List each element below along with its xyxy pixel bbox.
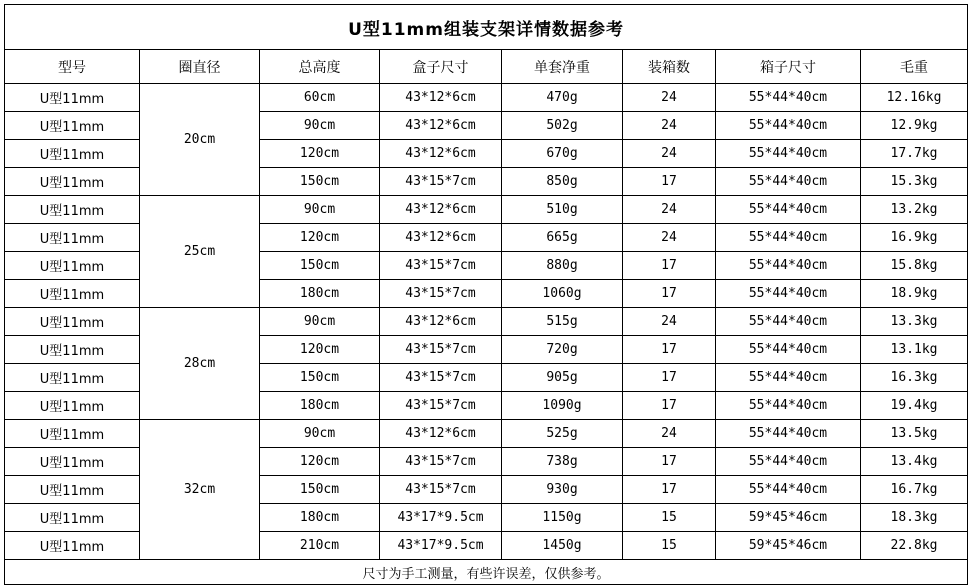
cell-carton-qty: 24 <box>623 420 716 448</box>
cell-carton-qty: 24 <box>623 140 716 168</box>
header-box-size: 盒子尺寸 <box>380 50 502 84</box>
cell-height: 90cm <box>260 196 380 224</box>
cell-model: U型11mm <box>5 84 140 112</box>
cell-carton-size: 55*44*40cm <box>716 224 861 252</box>
cell-box-size: 43*15*7cm <box>380 168 502 196</box>
cell-gross-weight: 13.4kg <box>861 448 968 476</box>
cell-diameter: 20cm <box>140 84 260 196</box>
cell-model: U型11mm <box>5 448 140 476</box>
cell-diameter: 25cm <box>140 196 260 308</box>
cell-net-weight: 510g <box>502 196 623 224</box>
cell-carton-size: 55*44*40cm <box>716 168 861 196</box>
cell-model: U型11mm <box>5 224 140 252</box>
cell-net-weight: 515g <box>502 308 623 336</box>
cell-net-weight: 880g <box>502 252 623 280</box>
cell-box-size: 43*12*6cm <box>380 224 502 252</box>
cell-model: U型11mm <box>5 392 140 420</box>
cell-height: 120cm <box>260 336 380 364</box>
cell-carton-size: 55*44*40cm <box>716 448 861 476</box>
cell-height: 150cm <box>260 364 380 392</box>
header-model: 型号 <box>5 50 140 84</box>
cell-height: 210cm <box>260 532 380 560</box>
cell-box-size: 43*17*9.5cm <box>380 504 502 532</box>
cell-carton-qty: 24 <box>623 308 716 336</box>
cell-box-size: 43*15*7cm <box>380 252 502 280</box>
cell-model: U型11mm <box>5 476 140 504</box>
cell-model: U型11mm <box>5 112 140 140</box>
cell-carton-qty: 17 <box>623 336 716 364</box>
header-gross-weight: 毛重 <box>861 50 968 84</box>
cell-model: U型11mm <box>5 308 140 336</box>
table-row <box>5 84 968 112</box>
cell-net-weight: 905g <box>502 364 623 392</box>
cell-carton-size: 59*45*46cm <box>716 504 861 532</box>
cell-net-weight: 670g <box>502 140 623 168</box>
cell-carton-size: 55*44*40cm <box>716 84 861 112</box>
cell-gross-weight: 17.7kg <box>861 140 968 168</box>
cell-gross-weight: 13.2kg <box>861 196 968 224</box>
cell-box-size: 43*12*6cm <box>380 112 502 140</box>
cell-net-weight: 1450g <box>502 532 623 560</box>
cell-carton-size: 55*44*40cm <box>716 112 861 140</box>
cell-carton-size: 55*44*40cm <box>716 392 861 420</box>
cell-gross-weight: 18.9kg <box>861 280 968 308</box>
cell-box-size: 43*12*6cm <box>380 420 502 448</box>
cell-height: 90cm <box>260 308 380 336</box>
cell-gross-weight: 19.4kg <box>861 392 968 420</box>
cell-carton-size: 55*44*40cm <box>716 308 861 336</box>
cell-height: 60cm <box>260 84 380 112</box>
header-carton-qty: 装箱数 <box>623 50 716 84</box>
cell-box-size: 43*15*7cm <box>380 364 502 392</box>
cell-box-size: 43*15*7cm <box>380 476 502 504</box>
cell-carton-size: 55*44*40cm <box>716 336 861 364</box>
cell-carton-qty: 17 <box>623 476 716 504</box>
cell-height: 90cm <box>260 112 380 140</box>
cell-box-size: 43*12*6cm <box>380 140 502 168</box>
header-height: 总高度 <box>260 50 380 84</box>
cell-model: U型11mm <box>5 196 140 224</box>
cell-gross-weight: 16.7kg <box>861 476 968 504</box>
cell-carton-qty: 17 <box>623 252 716 280</box>
cell-carton-qty: 24 <box>623 84 716 112</box>
cell-carton-size: 55*44*40cm <box>716 476 861 504</box>
cell-height: 150cm <box>260 476 380 504</box>
cell-gross-weight: 12.16kg <box>861 84 968 112</box>
cell-carton-size: 55*44*40cm <box>716 280 861 308</box>
cell-height: 180cm <box>260 280 380 308</box>
cell-carton-qty: 24 <box>623 112 716 140</box>
cell-box-size: 43*15*7cm <box>380 392 502 420</box>
cell-net-weight: 502g <box>502 112 623 140</box>
cell-carton-size: 55*44*40cm <box>716 196 861 224</box>
cell-net-weight: 850g <box>502 168 623 196</box>
cell-box-size: 43*12*6cm <box>380 84 502 112</box>
cell-carton-qty: 24 <box>623 224 716 252</box>
cell-net-weight: 1150g <box>502 504 623 532</box>
cell-height: 150cm <box>260 252 380 280</box>
cell-gross-weight: 18.3kg <box>861 504 968 532</box>
cell-gross-weight: 13.1kg <box>861 336 968 364</box>
cell-carton-size: 55*44*40cm <box>716 364 861 392</box>
cell-carton-size: 55*44*40cm <box>716 420 861 448</box>
table-body <box>5 84 968 560</box>
cell-box-size: 43*15*7cm <box>380 280 502 308</box>
cell-net-weight: 738g <box>502 448 623 476</box>
cell-gross-weight: 13.3kg <box>861 308 968 336</box>
cell-net-weight: 930g <box>502 476 623 504</box>
cell-carton-size: 55*44*40cm <box>716 140 861 168</box>
cell-diameter: 28cm <box>140 308 260 420</box>
cell-net-weight: 720g <box>502 336 623 364</box>
cell-height: 120cm <box>260 448 380 476</box>
cell-gross-weight: 12.9kg <box>861 112 968 140</box>
cell-box-size: 43*12*6cm <box>380 196 502 224</box>
cell-gross-weight: 15.3kg <box>861 168 968 196</box>
cell-carton-qty: 24 <box>623 196 716 224</box>
cell-gross-weight: 22.8kg <box>861 532 968 560</box>
cell-carton-qty: 17 <box>623 448 716 476</box>
cell-net-weight: 1090g <box>502 392 623 420</box>
cell-carton-qty: 17 <box>623 392 716 420</box>
cell-carton-qty: 17 <box>623 280 716 308</box>
cell-net-weight: 525g <box>502 420 623 448</box>
cell-model: U型11mm <box>5 280 140 308</box>
cell-model: U型11mm <box>5 252 140 280</box>
cell-model: U型11mm <box>5 504 140 532</box>
cell-net-weight: 470g <box>502 84 623 112</box>
cell-height: 180cm <box>260 504 380 532</box>
cell-gross-weight: 16.3kg <box>861 364 968 392</box>
cell-carton-size: 55*44*40cm <box>716 252 861 280</box>
cell-box-size: 43*15*7cm <box>380 336 502 364</box>
footer-note: 尺寸为手工测量，有些许误差，仅供参考。 <box>5 560 968 585</box>
cell-net-weight: 665g <box>502 224 623 252</box>
table-row <box>5 308 968 336</box>
cell-height: 120cm <box>260 140 380 168</box>
cell-model: U型11mm <box>5 532 140 560</box>
cell-box-size: 43*12*6cm <box>380 308 502 336</box>
spec-table <box>4 4 968 585</box>
cell-net-weight: 1060g <box>502 280 623 308</box>
cell-gross-weight: 15.8kg <box>861 252 968 280</box>
cell-height: 180cm <box>260 392 380 420</box>
cell-model: U型11mm <box>5 336 140 364</box>
header-carton-size: 箱子尺寸 <box>716 50 861 84</box>
cell-carton-size: 59*45*46cm <box>716 532 861 560</box>
table-row <box>5 420 968 448</box>
cell-model: U型11mm <box>5 420 140 448</box>
header-net-weight: 单套净重 <box>502 50 623 84</box>
cell-gross-weight: 13.5kg <box>861 420 968 448</box>
cell-carton-qty: 15 <box>623 504 716 532</box>
cell-box-size: 43*15*7cm <box>380 448 502 476</box>
cell-height: 120cm <box>260 224 380 252</box>
cell-carton-qty: 17 <box>623 364 716 392</box>
cell-carton-qty: 15 <box>623 532 716 560</box>
cell-model: U型11mm <box>5 364 140 392</box>
cell-height: 150cm <box>260 168 380 196</box>
cell-gross-weight: 16.9kg <box>861 224 968 252</box>
table-row <box>5 196 968 224</box>
spec-sheet <box>4 4 967 584</box>
cell-box-size: 43*17*9.5cm <box>380 532 502 560</box>
cell-height: 90cm <box>260 420 380 448</box>
cell-model: U型11mm <box>5 140 140 168</box>
header-diameter: 圈直径 <box>140 50 260 84</box>
cell-model: U型11mm <box>5 168 140 196</box>
header-row <box>5 50 968 84</box>
cell-diameter: 32cm <box>140 420 260 560</box>
table-title: U型11mm组装支架详情数据参考 <box>5 5 968 50</box>
cell-carton-qty: 17 <box>623 168 716 196</box>
